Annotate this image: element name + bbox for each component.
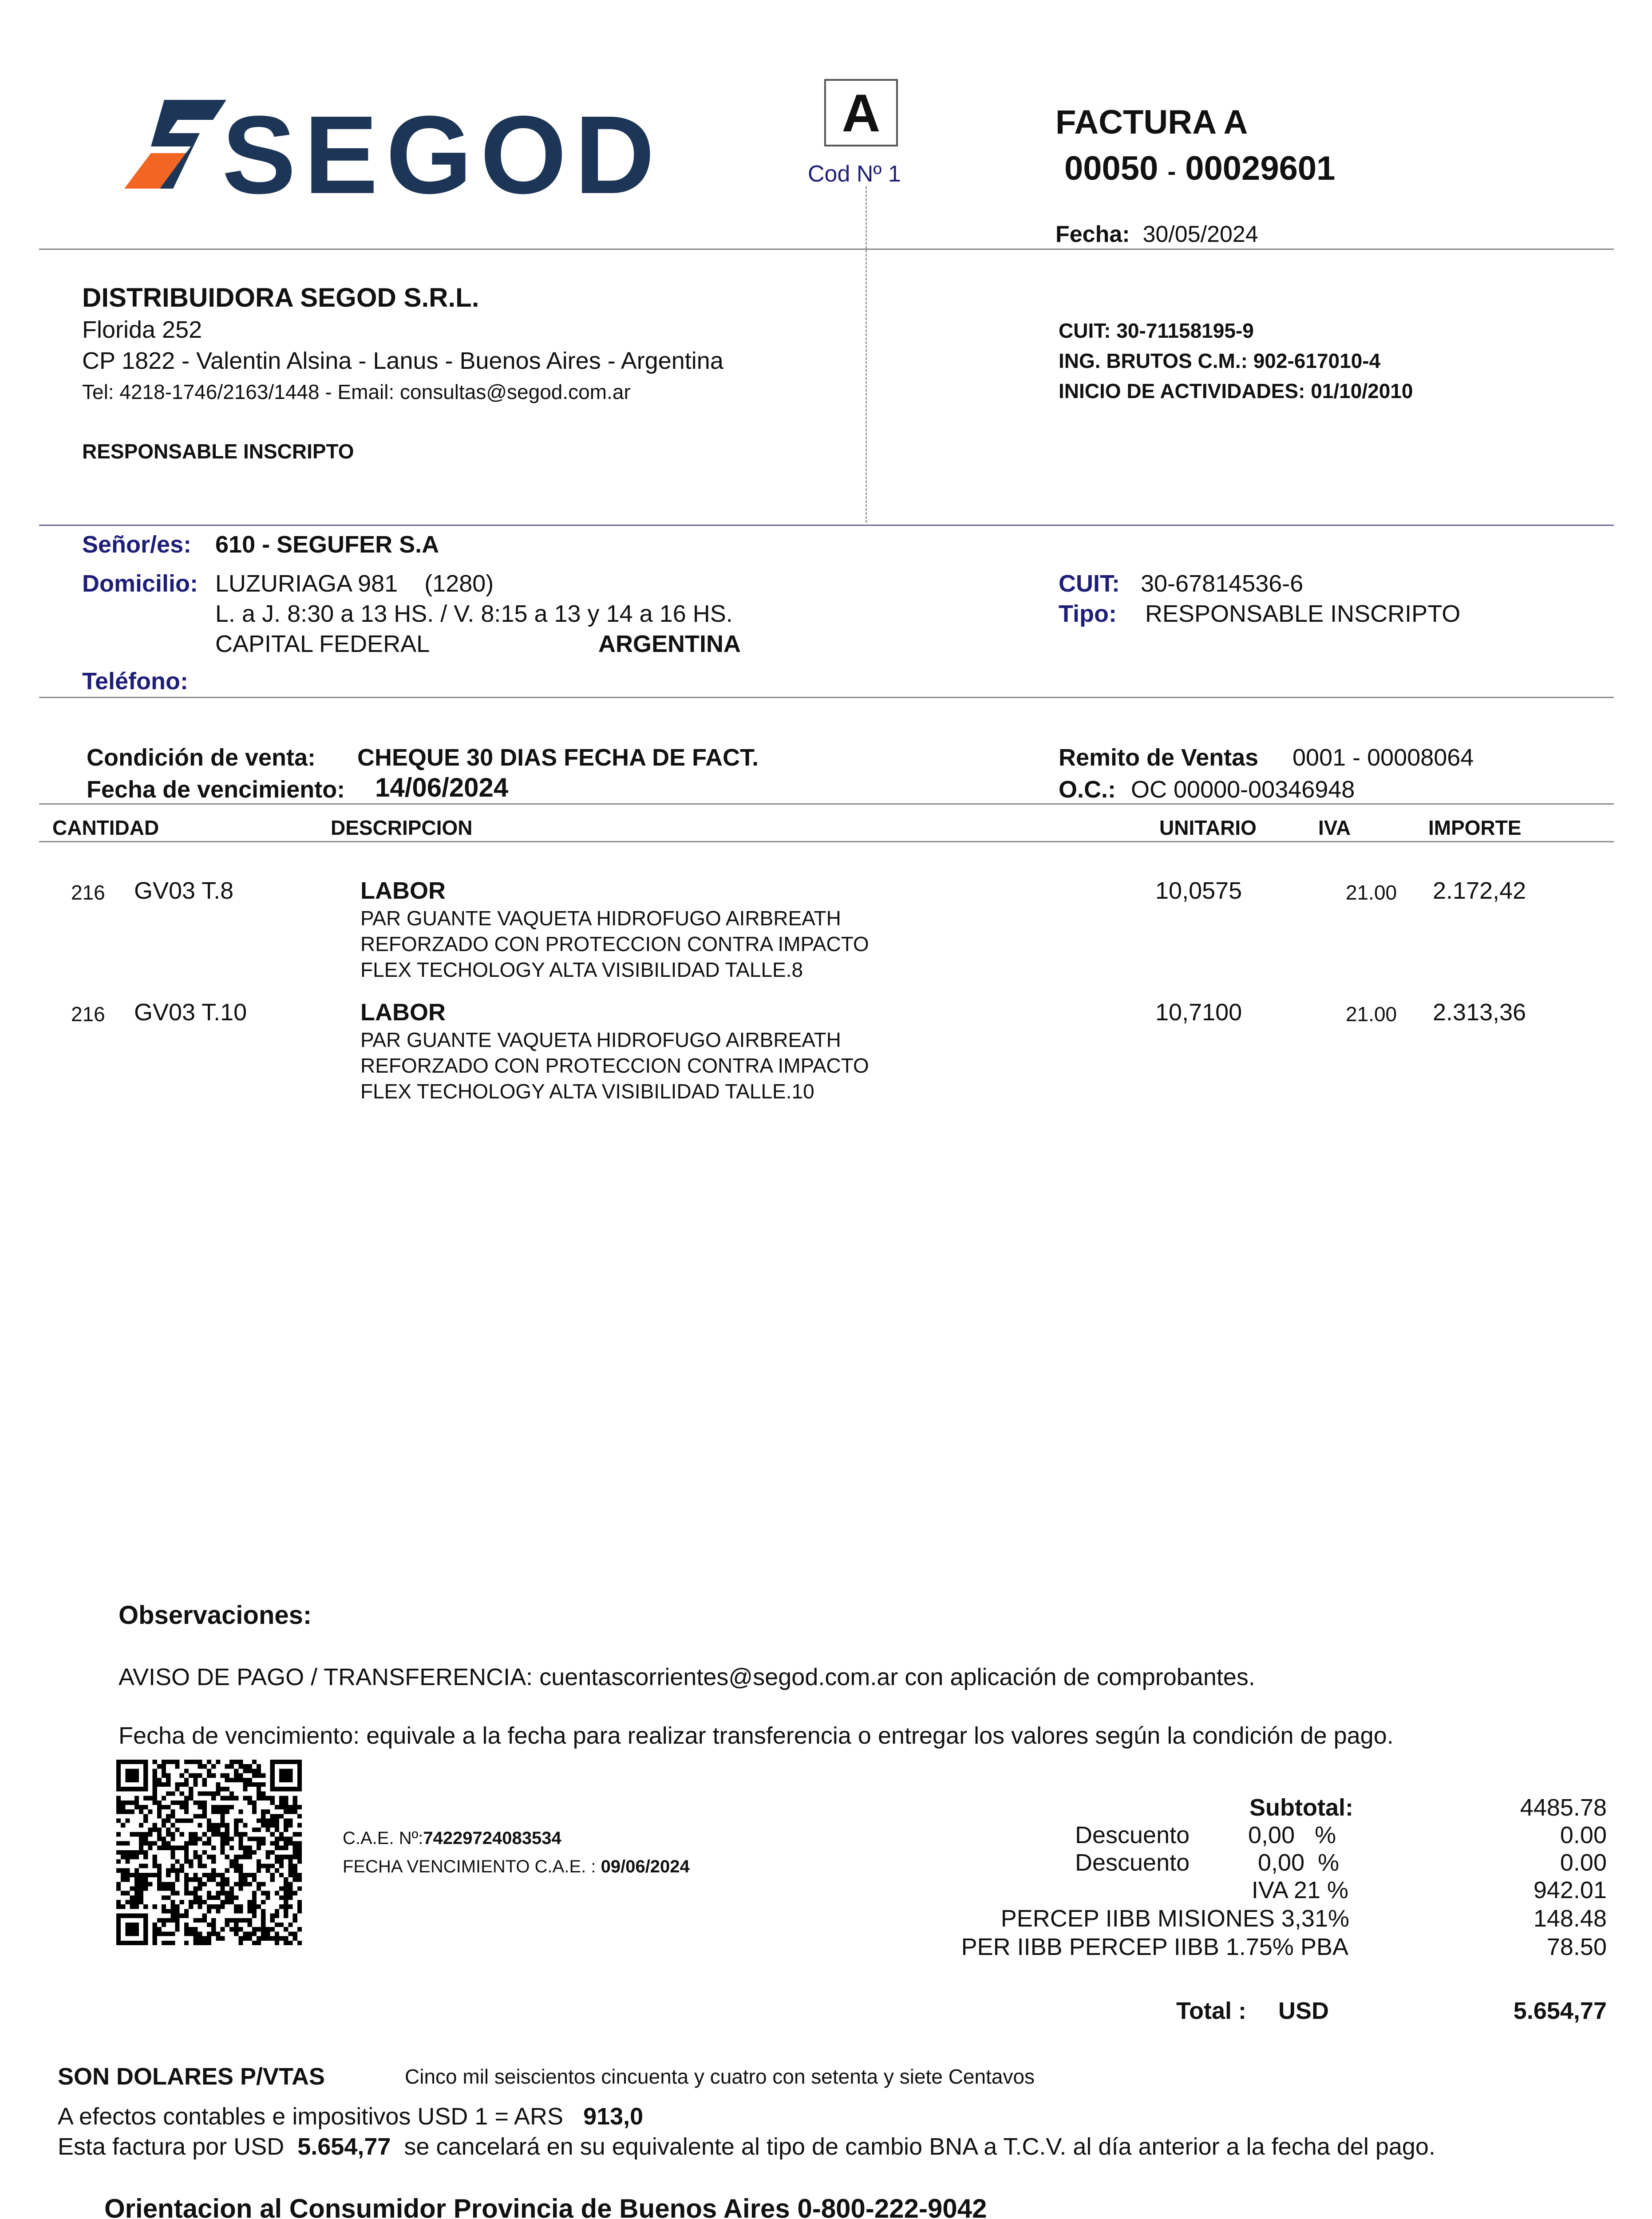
divider bbox=[39, 249, 1614, 250]
row-code: GV03 T.10 bbox=[134, 999, 247, 1026]
issuer-start-date: INICIO DE ACTIVIDADES: 01/10/2010 bbox=[1059, 379, 1413, 403]
row-desc-line: FLEX TECHOLOGY ALTA VISIBILIDAD TALLE.10 bbox=[360, 1080, 814, 1103]
perception-value: 78.50 bbox=[1546, 1934, 1607, 1960]
header-divider bbox=[866, 186, 867, 523]
logo-text: SEGOD bbox=[222, 93, 663, 217]
divider bbox=[39, 803, 1614, 805]
customer-address: LUZURIAGA 981 (1280) bbox=[215, 570, 494, 597]
row-qty: 216 bbox=[71, 1003, 105, 1026]
remito-value: 0001 - 00008064 bbox=[1292, 744, 1474, 771]
consumer-orientation: Orientacion al Consumidor Provincia de Buenos Aires 0-800-222-9042 bbox=[104, 2194, 987, 2219]
logo-mark-icon bbox=[124, 100, 226, 189]
col-unitario: UNITARIO bbox=[1159, 816, 1257, 839]
senores-label: Señor/es: bbox=[82, 531, 192, 558]
row-iva: 21.00 bbox=[1346, 1003, 1397, 1026]
col-importe: IMPORTE bbox=[1428, 816, 1522, 839]
company-logo bbox=[124, 93, 663, 217]
divider bbox=[39, 697, 1614, 698]
divider bbox=[39, 525, 1614, 526]
row-brand: LABOR bbox=[360, 877, 446, 904]
discount-value: 0.00 bbox=[1560, 1822, 1607, 1848]
customer-tipo-label: Tipo: bbox=[1059, 600, 1117, 627]
row-desc-line: PAR GUANTE VAQUETA HIDROFUGO AIRBREATH bbox=[360, 1028, 841, 1051]
oc-label: O.C.: bbox=[1059, 776, 1116, 803]
exchange-rate: A efectos contables e impositivos USD 1 = ARS 913,0 bbox=[58, 2103, 644, 2130]
col-cantidad: CANTIDAD bbox=[52, 816, 159, 839]
observations-line: AVISO DE PAGO / TRANSFERENCIA: cuentascorrientes@segod.com.ar con aplicación de comprobantes. bbox=[119, 1664, 1255, 1690]
iva-label: IVA 21 % bbox=[1251, 1877, 1348, 1903]
amount-in-words-label: SON DOLARES P/VTAS bbox=[58, 2063, 325, 2090]
observations-title: Observaciones: bbox=[119, 1601, 312, 1630]
divider bbox=[39, 841, 1614, 842]
iva-value: 942.01 bbox=[1533, 1877, 1607, 1903]
row-unit-price: 10,7100 bbox=[1155, 999, 1242, 1026]
amount-in-words: Cinco mil seiscientos cincuenta y cuatro con setenta y siete Centavos bbox=[405, 2065, 1035, 2088]
document-title: FACTURA A bbox=[1055, 103, 1248, 141]
row-desc-line: PAR GUANTE VAQUETA HIDROFUGO AIRBREATH bbox=[360, 907, 841, 930]
vencimiento-label: Fecha de vencimiento: bbox=[87, 776, 345, 803]
discount-label: Descuento bbox=[1075, 1822, 1190, 1848]
perception-label: PERCEP IIBB MISIONES 3,31% bbox=[1000, 1905, 1349, 1932]
issuer-name: DISTRIBUIDORA SEGOD S.R.L. bbox=[82, 283, 479, 312]
total-label: Total : bbox=[1176, 1998, 1246, 2024]
customer-cuit: 30-67814536-6 bbox=[1141, 570, 1304, 597]
row-desc-line: REFORZADO CON PROTECCION CONTRA IMPACTO bbox=[360, 932, 869, 956]
customer-city: CAPITAL FEDERAL bbox=[215, 631, 430, 657]
domicilio-label: Domicilio: bbox=[82, 570, 198, 597]
issuer-cuit: CUIT: 30-71158195-9 bbox=[1059, 319, 1254, 342]
row-code: GV03 T.8 bbox=[134, 877, 234, 904]
issuer-city: CP 1822 - Valentin Alsina - Lanus - Buenos Aires - Argentina bbox=[82, 347, 723, 374]
cae-number: C.A.E. Nº:74229724083534 bbox=[343, 1828, 561, 1848]
row-iva: 21.00 bbox=[1346, 881, 1397, 904]
subtotal-label: Subtotal: bbox=[1249, 1794, 1353, 1821]
discount-percent: 0,00 % bbox=[1258, 1849, 1340, 1876]
invoice-date: Fecha: 30/05/2024 bbox=[1055, 221, 1258, 247]
discount-label: Descuento bbox=[1075, 1849, 1190, 1876]
total-value: 5.654,77 bbox=[1513, 1998, 1607, 2024]
col-descripcion: DESCRIPCION bbox=[331, 816, 473, 839]
customer-tipo: RESPONSABLE INSCRIPTO bbox=[1145, 600, 1461, 627]
observations-line: Fecha de vencimiento: equivale a la fecha para realizar transferencia o entregar los valores según la condición de pago. bbox=[119, 1722, 1394, 1749]
customer-name: 610 - SEGUFER S.A bbox=[215, 531, 439, 558]
document-number: 00050 - 00029601 bbox=[1064, 150, 1336, 187]
customer-cuit-label: CUIT: bbox=[1059, 570, 1120, 597]
issuer-tax-condition: RESPONSABLE INSCRIPTO bbox=[82, 440, 354, 463]
cae-expiry: FECHA VENCIMIENTO C.A.E. : 09/06/2024 bbox=[343, 1857, 690, 1876]
telefono-label: Teléfono: bbox=[82, 668, 188, 695]
perception-value: 148.48 bbox=[1533, 1905, 1607, 1932]
row-unit-price: 10,0575 bbox=[1155, 877, 1242, 904]
issuer-address: Florida 252 bbox=[82, 316, 202, 343]
row-desc-line: REFORZADO CON PROTECCION CONTRA IMPACTO bbox=[360, 1054, 869, 1077]
cod-label: Cod Nº 1 bbox=[808, 161, 901, 187]
vencimiento-value: 14/06/2024 bbox=[375, 773, 509, 802]
total-currency: USD bbox=[1278, 1998, 1329, 2024]
invoice-letter: A bbox=[824, 79, 898, 146]
row-amount: 2.313,36 bbox=[1433, 999, 1526, 1026]
customer-hours: L. a J. 8:30 a 13 HS. / V. 8:15 a 13 y 14 a 16 HS. bbox=[215, 600, 733, 627]
col-iva: IVA bbox=[1318, 816, 1351, 839]
row-amount: 2.172,42 bbox=[1433, 877, 1526, 904]
subtotal-value: 4485.78 bbox=[1520, 1794, 1607, 1821]
condicion-label: Condición de venta: bbox=[87, 744, 316, 771]
cancellation-note: Esta factura por USD 5.654,77 se cancelará en su equivalente al tipo de cambio BNA a T.C.V. al día anterior a la fecha del pago. bbox=[58, 2133, 1435, 2160]
issuer-contact: Tel: 4218-1746/2163/1448 - Email: consultas@segod.com.ar bbox=[82, 380, 631, 403]
oc-value: OC 00000-00346948 bbox=[1131, 776, 1355, 803]
issuer-iibb: ING. BRUTOS C.M.: 902-617010-4 bbox=[1059, 349, 1381, 372]
row-qty: 216 bbox=[71, 881, 105, 904]
discount-value: 0.00 bbox=[1560, 1849, 1607, 1876]
discount-percent: 0,00 % bbox=[1248, 1822, 1336, 1848]
qr-code-icon bbox=[116, 1760, 302, 1945]
row-desc-line: FLEX TECHOLOGY ALTA VISIBILIDAD TALLE.8 bbox=[360, 958, 803, 981]
row-brand: LABOR bbox=[360, 999, 446, 1026]
perception-label: PER IIBB PERCEP IIBB 1.75% PBA bbox=[961, 1934, 1348, 1960]
remito-label: Remito de Ventas bbox=[1059, 744, 1259, 771]
customer-country: ARGENTINA bbox=[598, 631, 741, 657]
condicion-value: CHEQUE 30 DIAS FECHA DE FACT. bbox=[357, 744, 759, 771]
